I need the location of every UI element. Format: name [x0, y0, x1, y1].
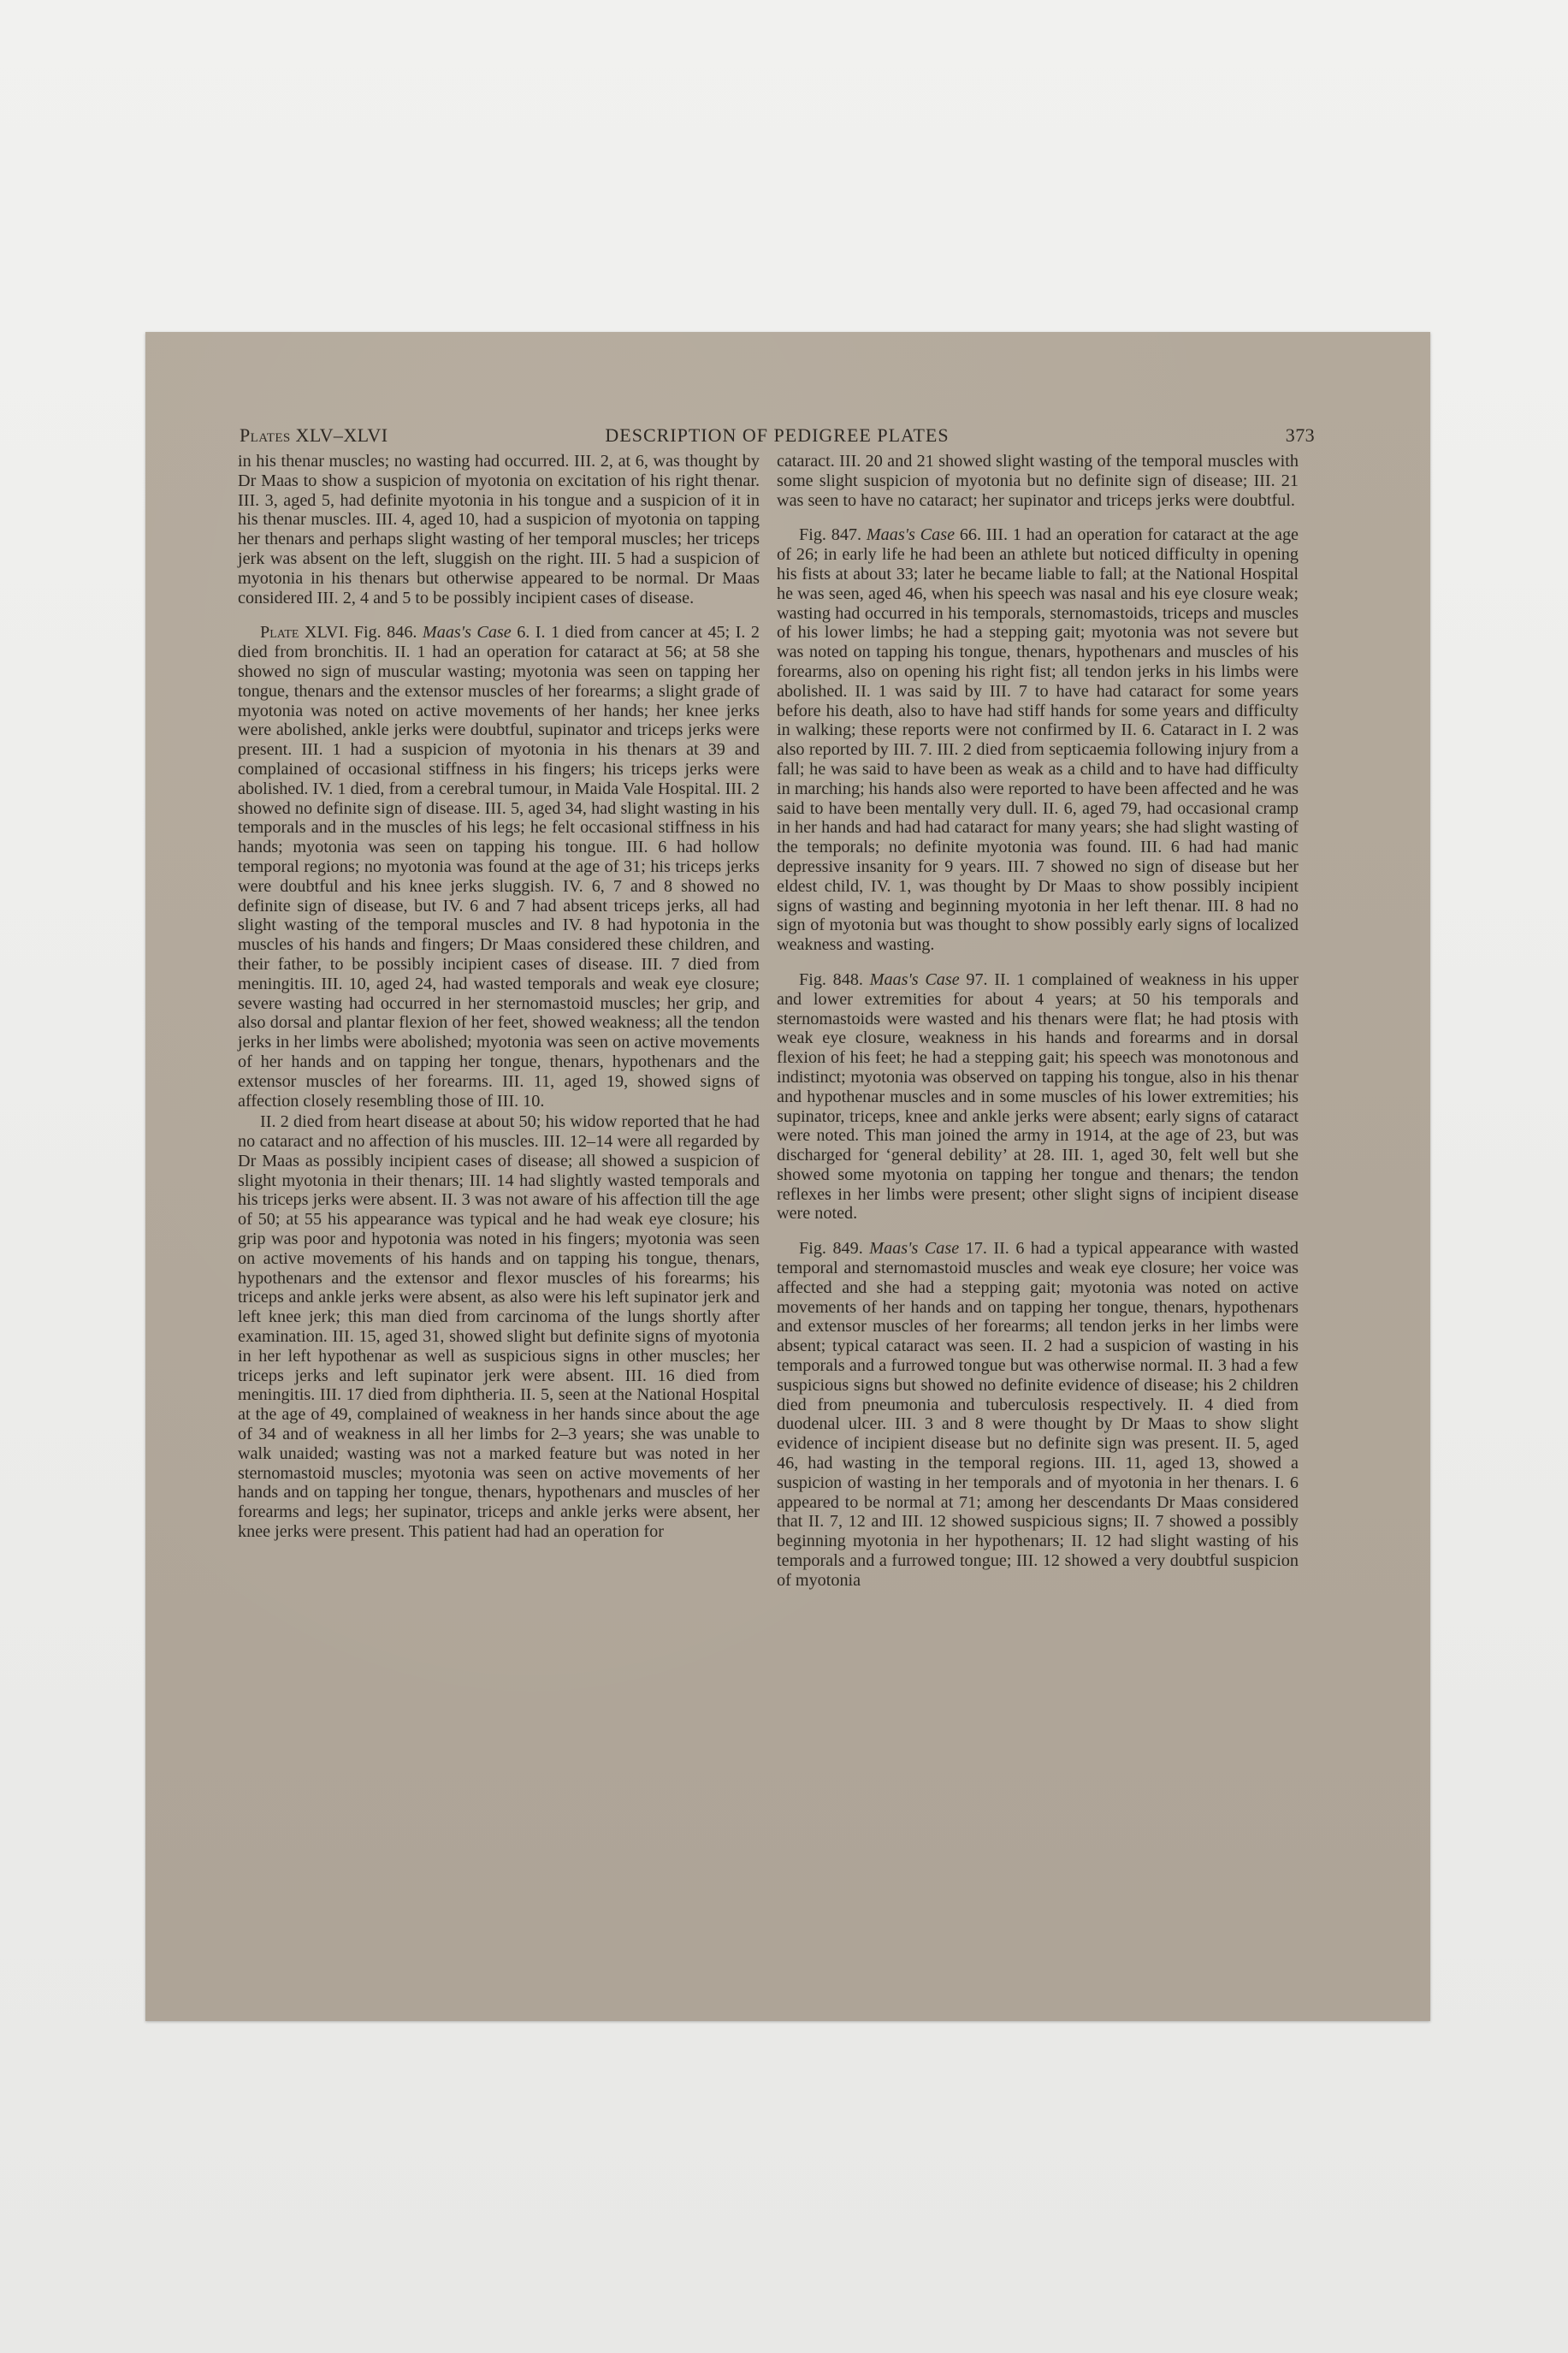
page-number: 373 — [1285, 424, 1315, 446]
plate-label: Plate XLVI. — [260, 623, 349, 643]
paragraph: in his thenar muscles; no wasting had occurred. III. 2, at 6, was thought by Dr Maas to show a suspicion of myotonia on excitation of his right thenar. III. 3, aged 5, had definite myotonia in his tongue and a suspicion of it in his thenar muscles. III. 4, aged 10, had a suspicion of myotonia on tapping her thenars and perhaps slight wasting of her temporal muscles; her triceps jerk was absent on the left, sluggish on the right. III. 5 had a suspicion of myotonia in his thenars but otherwise appeared to be normal. Dr Maas considered III. 2, 4 and 5 to be possibly incipient cases of disease. — [238, 452, 760, 608]
running-head — [240, 424, 1315, 448]
header-plates: Plates XLV–XLVI — [240, 424, 388, 446]
right-column — [777, 452, 1299, 1591]
paragraph-plate-xlvi — [238, 623, 760, 1111]
paragraph-fig-849 — [777, 1239, 1299, 1590]
paragraph-fig-847 — [777, 525, 1299, 955]
left-column — [238, 452, 760, 1542]
figure-label: Fig. 847. — [799, 525, 862, 545]
header-title: DESCRIPTION OF PEDIGREE PLATES — [605, 424, 950, 446]
figure-label: Fig. 846. — [353, 623, 417, 643]
case-label: Maas's Case — [869, 1239, 960, 1259]
case-label: Maas's Case — [869, 969, 960, 989]
paragraph-text: 66. III. 1 had an operation for cataract at the age of 26; in early life he had been an athlete but noticed difficulty in opening his fists at about 33; later he became liable to fall; at the National Hospital he was seen, aged 46, when his speech was nasal and his eye closure weak; wasting had occurred in his temporals, sternomastoids, triceps and muscles of his lower limbs; he had a stepping gait; myotonia was not severe but was noted on tapping his tongue, thenars, hypothenars and muscles of his forearms, also on opening his right fist; all tendon jerks in his limbs were abolished. II. 1 was said by III. 7 to have had cataract for some years before his death, also to have had stiff hands for some years and difficulty in walking; these reports were not confirmed by II. 6. Cataract in I. 2 was also reported by III. 7. III. 2 died from septicaemia following injury from a fall; he was said to have been as weak as a child and to have had difficulty in marching; his hands also were reported to have been affected and he was said to have been mentally very dull. II. 6, aged 79, had occasional cramp in her hands and had had cataract for many years; she had slight wasting of the temporals; no definite myotonia was found. III. 6 had had manic depressive insanity for 9 years. III. 7 showed no sign of disease but her eldest child, IV. 1, was thought by Dr Maas to show possibly incipient signs of wasting and beginning myotonia in her left thenar. III. 8 had no sign of myotonia but was thought to show possibly early signs of localized weakness and wasting. — [777, 525, 1299, 955]
figure-label: Fig. 849. — [799, 1239, 863, 1259]
paragraph-text: 17. II. 6 had a typical appearance with wasted temporal and sternomastoid muscles and weak eye closure; her voice was affected and she had a stepping gait; myotonia was noted on active movements of her hands and on tapping her tongue, thenars, hypothenars and extensor muscles of her forearms; all tendon jerks in her limbs were absent; typical cataract was seen. II. 2 had a suspicion of wasting in his temporals and a furrowed tongue but was otherwise normal. II. 3 had a few suspicious signs but showed no definite evidence of disease; his 2 children died from pneumonia and tuberculosis respectively. II. 4 died from duodenal ulcer. III. 3 and 8 were thought by Dr Maas to show slight evidence of incipient disease but no definite sign was present. II. 5, aged 46, had wasting in the temporal regions. III. 11, aged 13, showed a suspicion of wasting in her temporals and of myotonia in her thenars. I. 6 appeared to be normal at 71; among her descendants Dr Maas considered that II. 7, 12 and III. 12 showed suspicious signs; II. 7 showed a possibly beginning myotonia in her hypothenars; II. 12 had slight wasting of his temporals and a furrowed tongue; III. 12 showed a very doubtful suspicion of myotonia — [777, 1239, 1299, 1590]
case-label: Maas's Case — [422, 623, 512, 643]
figure-label: Fig. 848. — [799, 969, 863, 989]
paragraph: cataract. III. 20 and 21 showed slight wasting of the temporal muscles with some slight suspicion of myotonia but no definite sign of disease; III. 21 was seen to have no cataract; her supinator and triceps jerks were doubtful. — [777, 452, 1299, 510]
case-label: Maas's Case — [866, 525, 956, 545]
document-page — [145, 332, 1430, 2021]
paragraph-text: 97. II. 1 complained of weakness in his upper and lower extremities for about 4 years; at 50 his temporals and sternomastoids were wasted and his thenars were flat; he had ptosis with weak eye closure, weakness in his hands and forearms and in dorsal flexion of his feet; he had a stepping gait; his speech was monotonous and indistinct; myotonia was observed on tapping his tongue, also in his thenar and hypothenar muscles and in some muscles of his lower extremities; his supinator, triceps, knee and ankle jerks were absent; early signs of cataract were noted. This man joined the army in 1914, at the age of 23, but was discharged for ‘general debility’ at 28. III. 1, aged 30, felt well but she showed some myotonia on tapping her tongue and thenars; the tendon reflexes in her limbs were present; other slight signs of incipient disease were noted. — [777, 969, 1299, 1224]
paragraph: II. 2 died from heart disease at about 50; his widow reported that he had no cataract and no affection of his muscles. III. 12–14 were all regarded by Dr Maas as possibly incipient cases of disease; all showed a suspicion of slight myotonia in their thenars; III. 14 had slightly wasted temporals and his triceps jerks were absent. II. 3 was not aware of his affection till the age of 50; at 55 his appearance was typical and he had weak eye closure; his grip was poor and hypotonia was noted in his fingers; myotonia was seen on active movements of his hands and on tapping his tongue, thenars, hypothenars and the extensor and flexor muscles of his forearms; his triceps and ankle jerks were absent, as also were his left supinator jerk and left knee jerk; this man died from carcinoma of the lungs shortly after examination. III. 15, aged 31, showed slight but definite signs of myotonia in her left hypothenar as well as suspicious signs in other muscles; her triceps jerks and left supinator jerk were absent. III. 16 died from meningitis. III. 17 died from diphtheria. II. 5, seen at the National Hospital at the age of 49, complained of weakness in her hands since about the age of 34 and of weakness in all her limbs for 2–3 years; she was unable to walk unaided; wasting was not a marked feature but was noted in her sternomastoid muscles; myotonia was seen on active movements of her hands and on tapping her tongue, thenars, hypothenars and muscles of her forearms and legs; her supinator, triceps and ankle jerks were absent, her knee jerks were present. This patient had had an operation for — [238, 1112, 760, 1542]
paragraph-text: 6. I. 1 died from cancer at 45; I. 2 died from bronchitis. II. 1 had an operation for cataract at 56; at 58 she showed no sign of muscular wasting; myotonia was seen on tapping her tongue, thenars and the extensor muscles of her forearms; a slight grade of myotonia was noted on active movements of her hands; her knee jerks were abolished, ankle jerks were doubtful, supinator and triceps jerks were present. III. 1 had a suspicion of myotonia in his thenars at 39 and complained of occasional stiffness in his fingers; his triceps jerks were abolished. IV. 1 died, from a cerebral tumour, in Maida Vale Hospital. III. 2 showed no definite sign of disease. III. 5, aged 34, had slight wasting in his temporals and in the muscles of his legs; he felt occasional stiffness in his hands; myotonia was seen on tapping his tongue. III. 6 had hollow temporal regions; no myotonia was found at the age of 31; his triceps jerks were doubtful and his knee jerks sluggish. IV. 6, 7 and 8 showed no definite sign of disease, but IV. 6 and 7 had absent triceps jerks, all had slight wasting of the temporal muscles and IV. 8 had hypotonia in the muscles of his hands and fingers; Dr Maas considered these children, and their father, to be possibly incipient cases of disease. III. 7 died from meningitis. III. 10, aged 24, had wasted temporals and weak eye closure; severe wasting had occurred in her sternomastoid muscles; her grip, and also dorsal and plantar flexion of her feet, showed weakness; all the tendon jerks in her limbs were abolished; myotonia was seen on active movements of her hands and on tapping her tongue, thenars, hypothenars and the extensor muscles of her forearms. III. 11, aged 19, showed signs of affection closely resembling those of III. 10. — [238, 623, 760, 1111]
paragraph-fig-848 — [777, 970, 1299, 1224]
